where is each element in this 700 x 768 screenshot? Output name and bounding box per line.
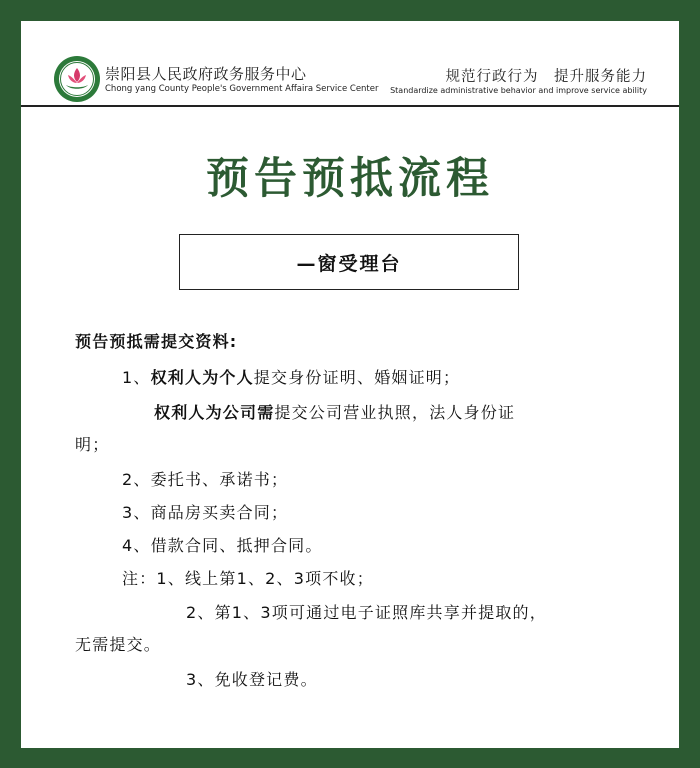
list-item: 3、商品房买卖合同； [122,503,289,522]
list-item [154,400,515,423]
notice-panel [21,21,679,748]
list-item-continuation: 明； [75,435,110,454]
list-item: 4、借款合同、抵押合同。 [122,536,323,555]
header-divider [21,105,679,107]
header [21,21,679,107]
page-title: 预告预抵流程 [206,154,494,204]
government-service-emblem-icon [53,55,101,103]
item-emphasis: 权利人为个人 [150,368,254,387]
slogan-cn: 规范行政行为 提升服务能力 [445,69,647,85]
subtitle-box [179,234,519,290]
note-item: 3、免收登记费。 [186,670,318,689]
list-item: 2、委托书、承诺书； [122,470,289,489]
subtitle: —窗受理台 [296,252,402,275]
materials-heading: 预告预抵需提交资料: [75,332,238,351]
note-item: 2、第1、3项可通过电子证照库共享并提取的， [186,603,547,622]
org-name-en: Chong yang County People's Government Affaira Service Center [105,84,379,94]
item-text: 提交身份证明、婚姻证明； [253,368,461,387]
item-number: 1、 [122,368,151,387]
list-item [122,365,460,388]
note-item: 注：1、线上第1、2、3项不收； [122,569,374,588]
item-text: 提交公司营业执照，法人身份证 [274,403,516,422]
slogan-en: Standardize administrative behavior and improve service ability [390,86,647,95]
item-emphasis: 权利人为公司需 [154,403,275,422]
org-name-cn: 崇阳县人民政府政务服务中心 [105,65,307,83]
note-item-continuation: 无需提交。 [75,635,162,654]
